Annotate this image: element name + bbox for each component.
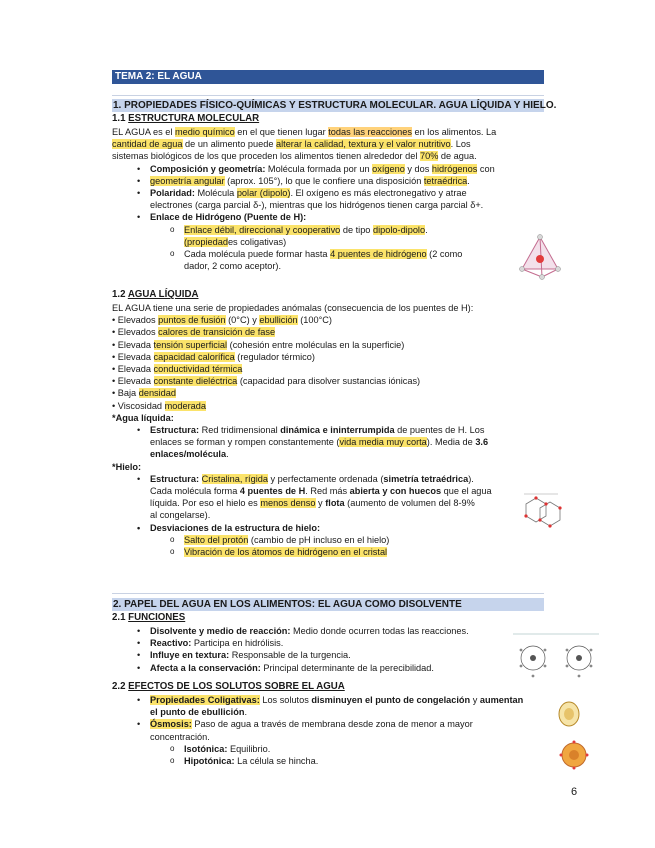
list-item: • Elevada conductividad térmica <box>112 364 243 375</box>
subsection-1-2-body: EL AGUA tiene una serie de propiedades anómalas (consecuencia de los puentes de H): • Elevados puntos de fusión (0°C) y ebullición (100°C) • Elevados calores de transición de fase • Elevada tensión superficial (cohesión entre moléculas en la superficie) • Elevada capacidad calorífica (regulador térmico) • Elevada conductividad térmica • Elevada constante dieléctrica (capacidad para disolver sustancias iónicas) • Baja densidad • Viscosidad moderada *Agua líquida: • Estructura: Red tridimensional dinámica e ininterrumpida de puentes de H. Los enlaces se forman y rompen constantemente (vida media muy corta). Media de 3.6 enlaces/molécula. *Hielo: • Estructura: Cristalina, rígida y perfectamente ordenada (simetría tetraédrica). Cada molécula forma 4 puentes de H. Red más abierta y con huecos que el agua líquida. Por eso el hielo es menos denso y flota (aumento de volumen del 8-9% al congelarse). • Desviaciones de la estructura de hielo: o Salto del protón (cambio de pH incluso en el hielo) o Vibración de los átomos de hidrógeno en el cristal <box>112 302 544 558</box>
list-item: • Elevados puntos de fusión (0°C) y ebullición (100°C) <box>112 315 332 326</box>
divider <box>112 95 544 96</box>
list-item: • Elevada capacidad calorífica (regulador térmico) <box>112 351 315 362</box>
list-item: • Elevados calores de transición de fase <box>112 327 276 338</box>
list-item: • Elevada constante dieléctrica (capacidad para disolver sustancias iónicas) <box>112 376 421 387</box>
list-item: • Viscosidad moderada <box>112 400 206 411</box>
section-1-heading: 1. PROPIEDADES FÍSICO-QUÍMICAS Y ESTRUCTURA MOLECULAR. AGUA LÍQUIDA Y HIELO. <box>113 100 557 111</box>
subsection-2-2-heading: 2.2 EFECTOS DE LOS SOLUTOS SOBRE EL AGUA <box>112 681 345 692</box>
subsection-1-1-body: EL AGUA es el medio químico en el que tienen lugar todas las reacciones en los alimentos. La cantidad de agua de un alimento puede alterar la calidad, textura y el valor nutritivo. Los sistemas biológicos de los que proceden los alimentos tienen alrededor del 70% de agua. • Composición y geometría: Molécula formada por un oxígeno y dos hidrógenos con • geometría angular (aprox. 105°), lo que le confiere una disposición tetraédrica. • Polaridad: Molécula polar (dipolo). El oxígeno es más electronegativo y atrae electrones (carga parcial δ-), mientras que los hidrógenos tienen carga parcial δ+. • Enlace de Hidrógeno (Puente de H): o Enlace débil, direccional y cooperativo de tipo dipolo-dipolo. (propiedades coligativas) o Cada molécula puede formar hasta 4 puentes de hidrógeno (2 como dador, 2 como aceptor). <box>112 126 544 272</box>
list-item: • Afecta a la conservación: Principal determinante de la perecibilidad. <box>112 662 544 674</box>
functions-list <box>112 625 544 674</box>
list-item: • Disolvente y medio de reacción: Medio donde ocurren todas las reacciones. <box>112 625 544 637</box>
list-item: • Reactivo: Participa en hidrólisis. <box>112 637 544 649</box>
subsection-2-1-heading: 2.1 FUNCIONES <box>112 612 186 623</box>
list-item: • Elevada tensión superficial (cohesión entre moléculas en la superficie) <box>112 339 405 350</box>
section-2-heading: 2. PAPEL DEL AGUA EN LOS ALIMENTOS: EL AGUA COMO DISOLVENTE <box>112 598 544 611</box>
cell-figure-isotonic <box>557 700 581 728</box>
tetrahedral-water-figure <box>518 233 562 281</box>
bullet-composition: • Composición y geometría: Molécula formada por un oxígeno y dos hidrógenos con <box>112 163 544 175</box>
anomalous-properties-list <box>112 314 544 412</box>
topic-title: TEMA 2: EL AGUA <box>112 70 544 84</box>
divider <box>112 593 544 594</box>
cell-figure-hypotonic <box>559 740 589 770</box>
list-item: • Baja densidad <box>112 388 177 399</box>
subsection-1-1-heading: 1.1 ESTRUCTURA MOLECULAR <box>112 113 260 124</box>
ice-lattice-figure <box>518 490 564 532</box>
bullet-polarity: • Polaridad: Molécula polar (dipolo). El oxígeno es más electronegativo y atrae <box>112 187 544 199</box>
bullet-hydrogen-bond: • Enlace de Hidrógeno (Puente de H): <box>112 211 544 223</box>
solvation-figure <box>511 630 603 686</box>
subsection-1-2-heading: 1.2 AGUA LÍQUIDA <box>112 289 199 300</box>
page-number: 6 <box>571 786 578 798</box>
list-item: • Influye en textura: Responsable de la turgencia. <box>112 649 544 661</box>
subsection-2-2-body: • Propiedades Coligativas: Los solutos disminuyen el punto de congelación y aumentan el punto de ebullición. • Ósmosis: Paso de agua a través de membrana desde zona de menor a mayor concentración. o Isotónica: Equilibrio. o Hipotónica: La célula se hincha. <box>112 694 544 767</box>
